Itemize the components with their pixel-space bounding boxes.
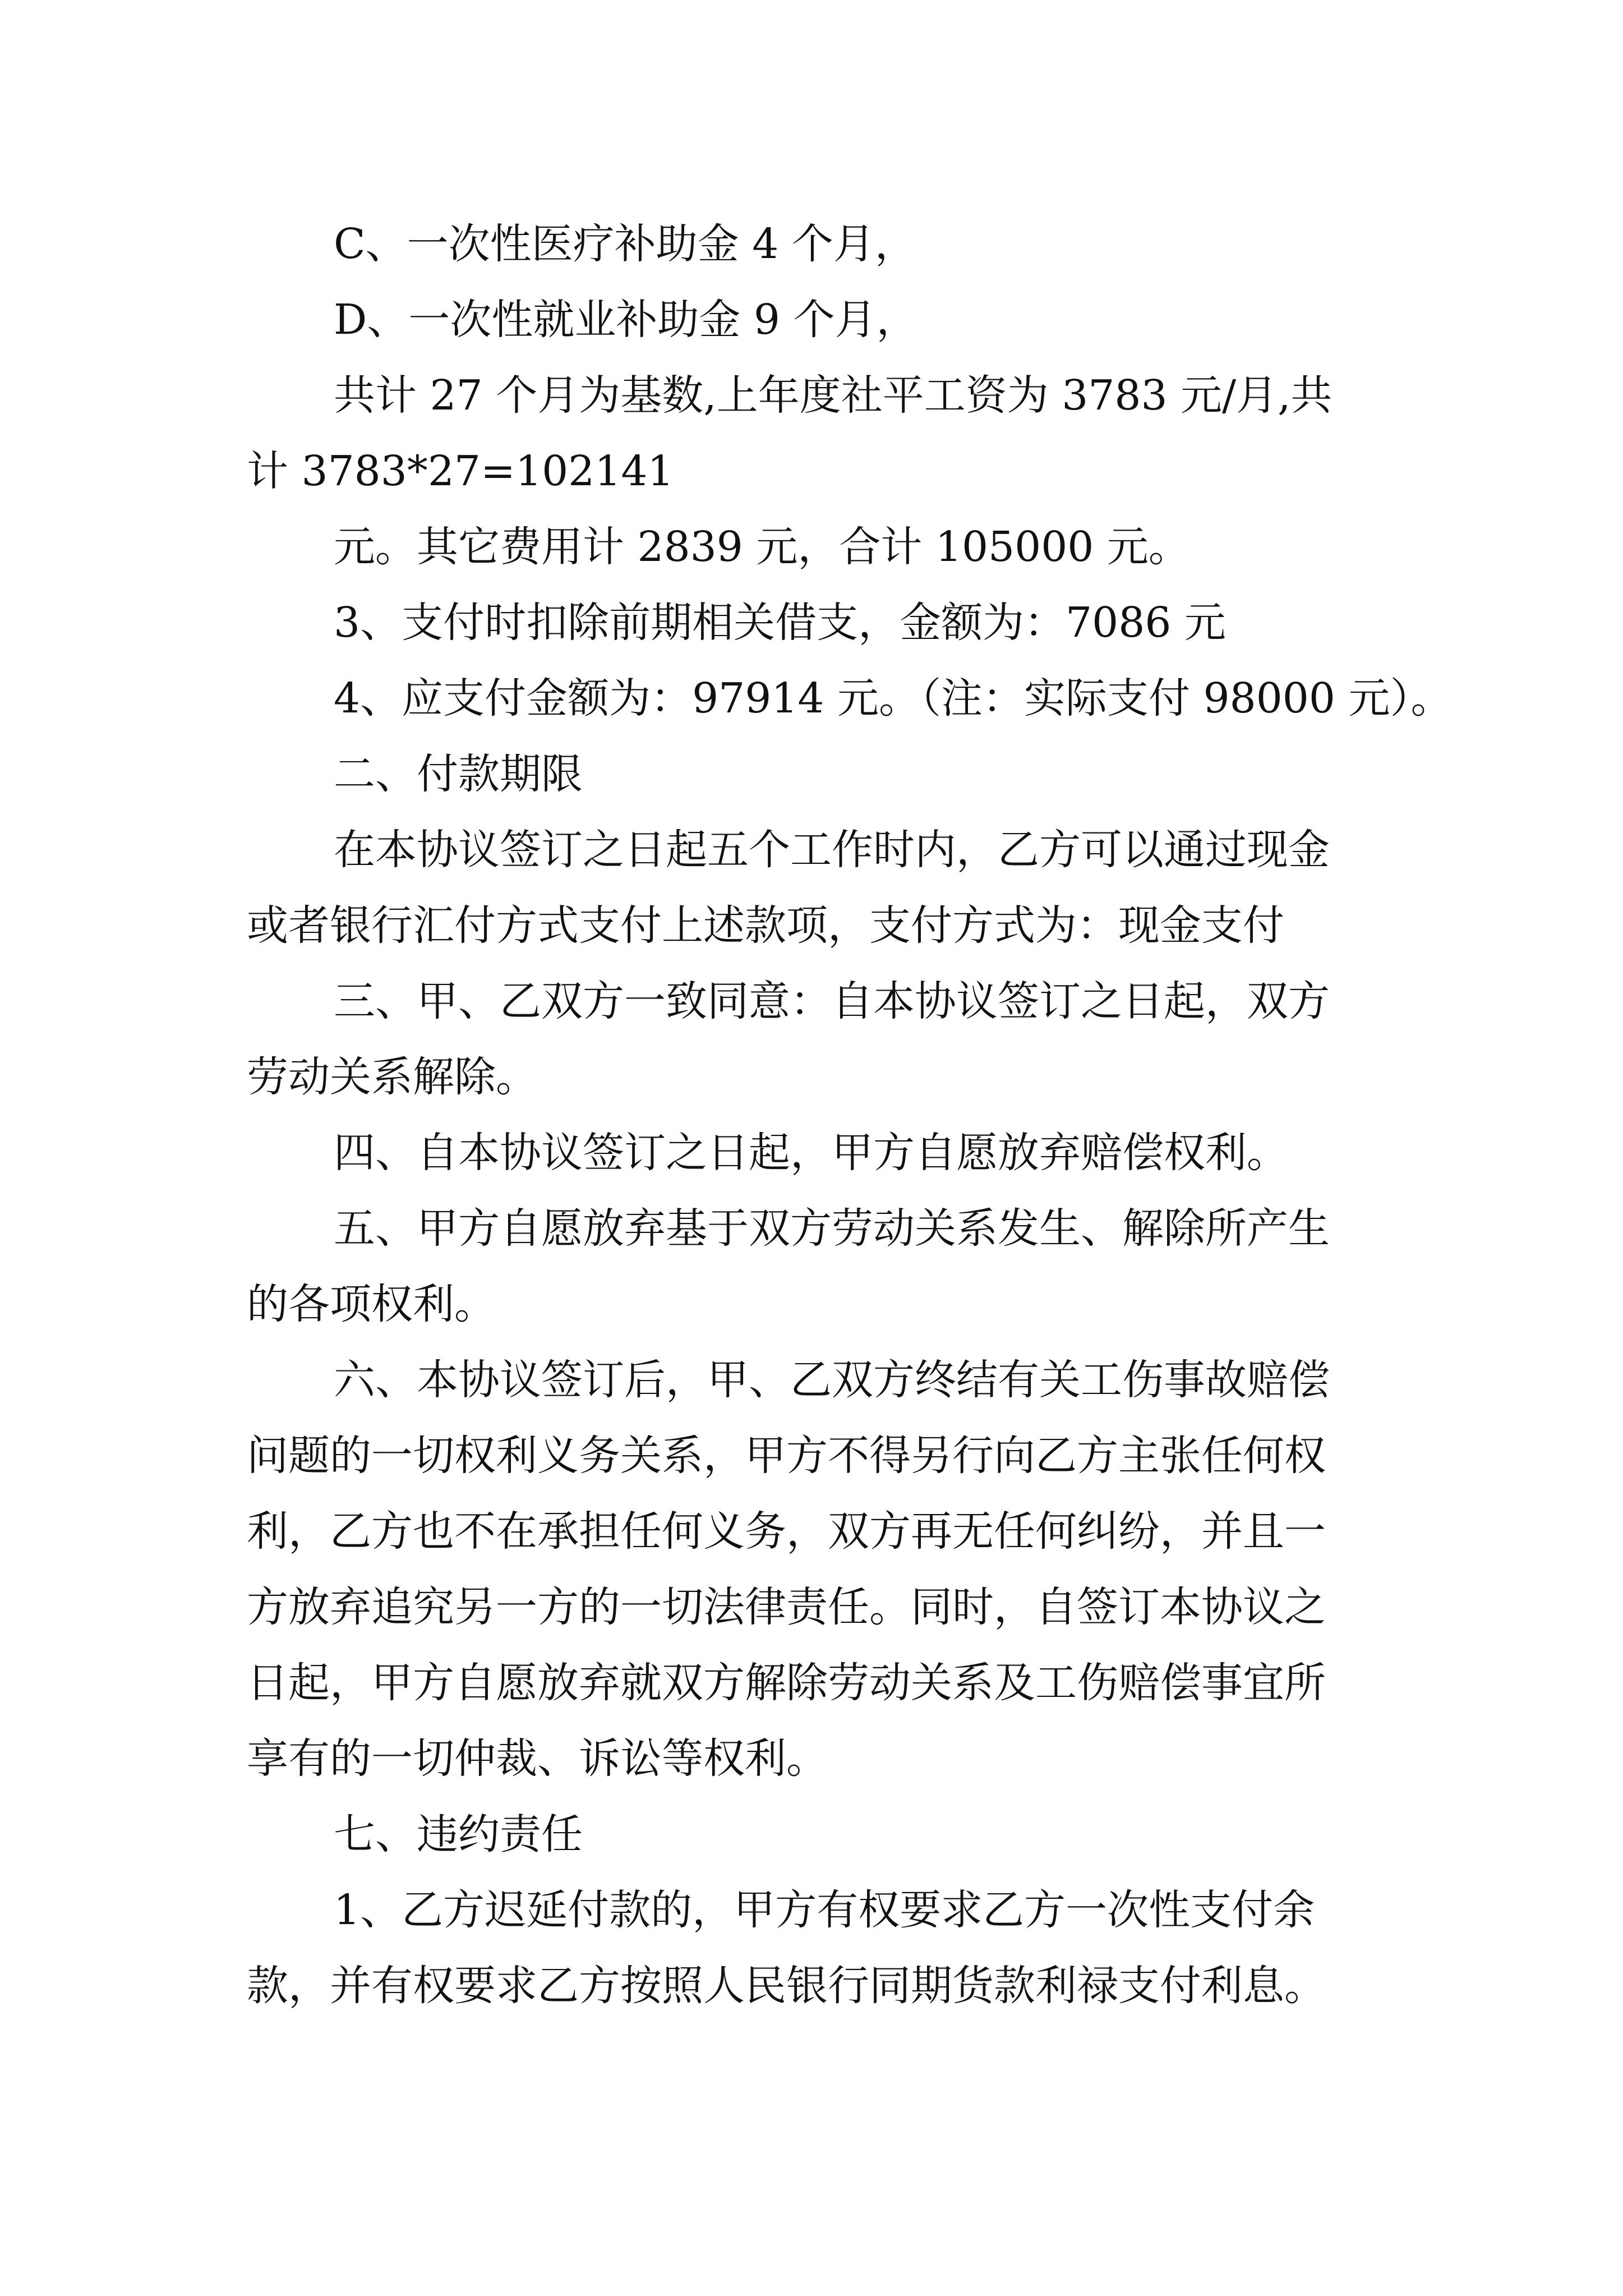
text-line: 方放弃追究另一方的一切法律责任。同时，自签订本协议之 xyxy=(247,1583,1326,1631)
text-line: 劳动关系解除。 xyxy=(247,1053,537,1101)
text-line: 六、本协议签订后，甲、乙双方终结有关工伤事故赔偿 xyxy=(334,1356,1330,1404)
text-line: 共计 27 个月为基数,上年度社平工资为 3783 元/月,共 xyxy=(334,371,1332,420)
text-line: 4、应支付金额为：97914 元。（注：实际支付 98000 元）。 xyxy=(334,674,1453,723)
text-line: 计 3783*27=102141 xyxy=(247,447,674,495)
text-line: 享有的一切仲裁、诉讼等权利。 xyxy=(247,1734,828,1783)
text-line: 利，乙方也不在承担任何义务，双方再无任何纠纷，并且一 xyxy=(247,1507,1326,1556)
text-line: 四、自本协议签订之日起，甲方自愿放弃赔偿权利。 xyxy=(334,1129,1288,1177)
text-line: 三、甲、乙双方一致同意：自本协议签订之日起，双方 xyxy=(334,977,1330,1025)
text-line: 在本协议签订之日起五个工作时内，乙方可以通过现金 xyxy=(334,826,1330,874)
text-line: 3、支付时扣除前期相关借支，金额为：7086 元 xyxy=(334,599,1226,647)
text-line: 或者银行汇付方式支付上述款项，支付方式为：现金支付 xyxy=(247,901,1284,950)
text-line: 的各项权利。 xyxy=(247,1280,496,1328)
text-line: 元。其它费用计 2839 元，合计 105000 元。 xyxy=(334,523,1190,571)
text-line: C、一次性医疗补助金 4 个月， xyxy=(334,220,916,268)
text-line: D、一次性就业补助金 9 个月， xyxy=(334,296,918,344)
text-line: 五、甲方自愿放弃基于双方劳动关系发生、解除所产生 xyxy=(334,1204,1330,1253)
text-line: 问题的一切权利义务关系，甲方不得另行向乙方主张任何权 xyxy=(247,1432,1326,1480)
text-line: 日起，甲方自愿放弃就双方解除劳动关系及工伤赔偿事宜所 xyxy=(247,1659,1326,1707)
text-line: 款，并有权要求乙方按照人民银行同期货款利禄支付利息。 xyxy=(247,1962,1326,2010)
text-line: 1、乙方迟延付款的，甲方有权要求乙方一次性支付余 xyxy=(334,1886,1315,1934)
section-heading: 二、付款期限 xyxy=(334,750,583,798)
section-heading: 七、违约责任 xyxy=(334,1810,583,1858)
